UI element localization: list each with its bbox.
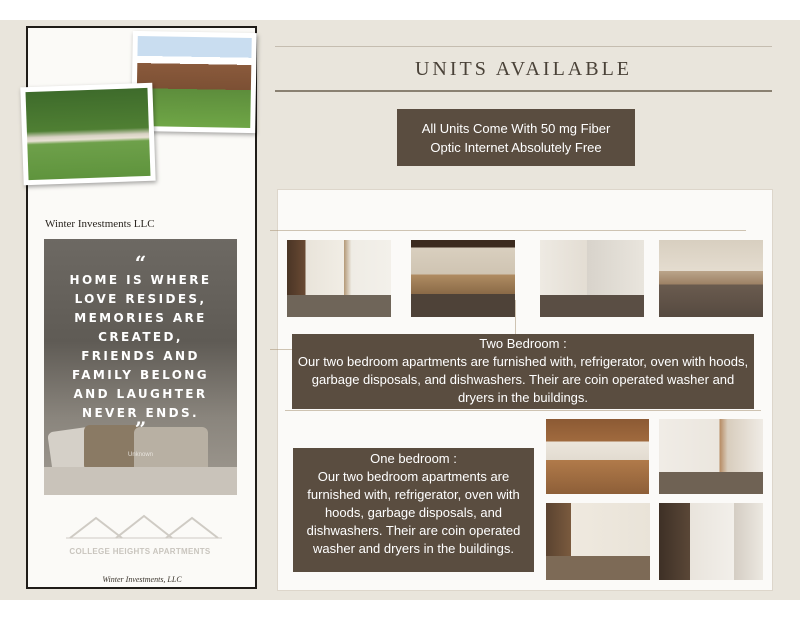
quote-text: HOME IS WHERE LOVE RESIDES, MEMORIES ARE CREATED, FRIENDS AND FAMILY BELONG AND LAUGHTER NEVER ENDS. — [69, 273, 212, 420]
logo-text: COLLEGE HEIGHTS APARTMENTS — [69, 547, 211, 556]
company-name-top: Winter Investments LLC — [45, 218, 155, 230]
two-bedroom-body: Our two bedroom apartments are furnished with, refrigerator, oven with hoods, garbage disposals, and dishwashers. Their are coin operated washer and dryers in the buildings. — [297, 354, 749, 405]
one-bedroom-heading: One bedroom : — [370, 451, 457, 466]
quote-image — [44, 239, 237, 495]
roofline-logo-icon — [66, 514, 222, 540]
building-photo-2 — [20, 83, 155, 186]
two-bedroom-photo-kitchen-sink — [411, 240, 515, 317]
one-bedroom-photo-bedroom — [546, 503, 650, 580]
one-bedroom-photo-bathroom — [659, 503, 763, 580]
one-bedroom-body: Our two bedroom apartments are furnished with, refrigerator, oven with hoods, garbage disposals, and dishwashers. Their are coin operated washer and dryers in the buildings. — [306, 469, 521, 556]
fiber-internet-text: All Units Come With 50 mg Fiber Optic Internet Absolutely Free — [421, 120, 611, 155]
quote-author: Unknown — [127, 452, 153, 458]
two-bedroom-heading: Two Bedroom : — [479, 336, 567, 351]
two-bedroom-photo-bathroom — [540, 240, 644, 317]
one-bedroom-photo-hallway — [659, 419, 763, 494]
two-bedroom-photo-living-room — [659, 240, 763, 317]
fiber-internet-banner — [397, 109, 635, 166]
quote-open-mark: “ — [134, 251, 147, 275]
two-bedroom-description — [292, 334, 754, 409]
guide-line — [285, 410, 761, 411]
one-bedroom-description — [293, 448, 534, 572]
company-name-bottom: Winter Investments, LLC — [102, 575, 182, 584]
guide-line — [270, 230, 746, 231]
one-bedroom-photo-kitchen — [546, 419, 649, 494]
quote-close-mark: ” — [134, 417, 147, 441]
page-title: UNITS AVAILABLE — [414, 58, 633, 80]
divider-top — [275, 46, 772, 47]
two-bedroom-photo-hallway — [287, 240, 391, 317]
divider-title — [275, 90, 772, 92]
